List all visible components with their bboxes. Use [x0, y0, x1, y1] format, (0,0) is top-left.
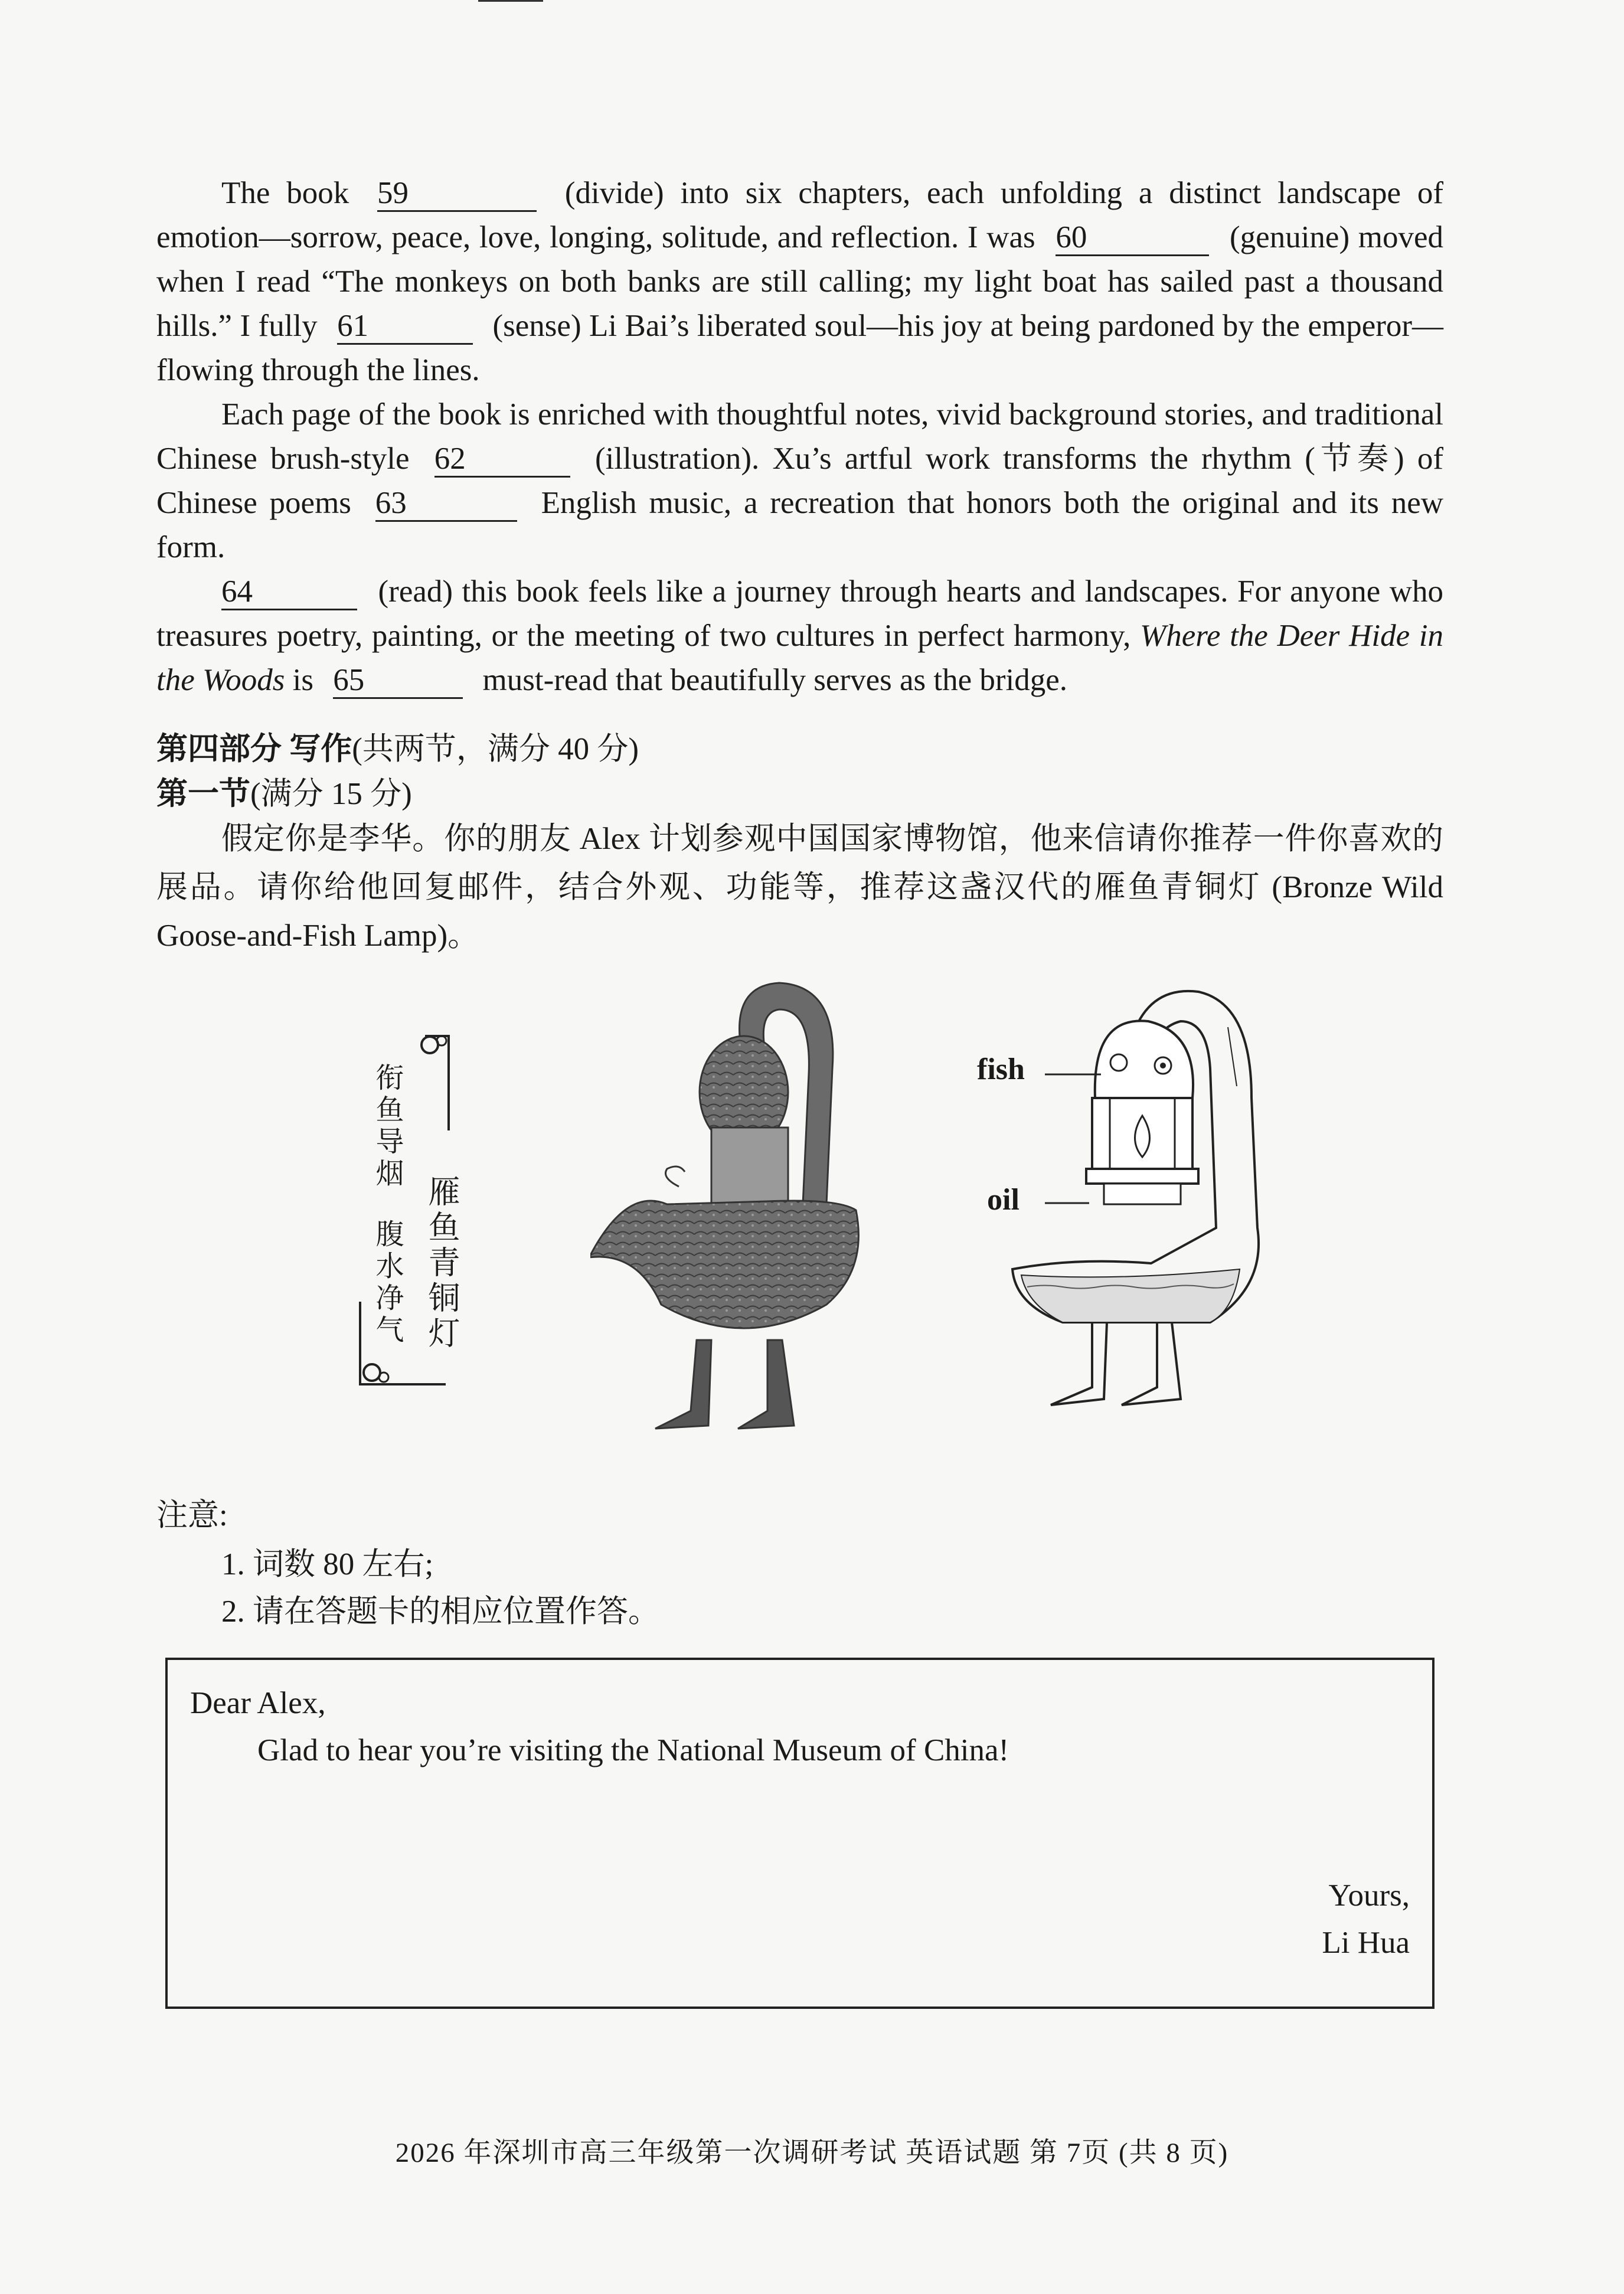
bronze-lamp-image — [590, 974, 897, 1446]
part4-title: 第四部分 写作 — [156, 732, 352, 766]
blank-63[interactable]: 63 — [375, 486, 517, 522]
caption-smoke: 衔鱼导烟 — [371, 1063, 403, 1190]
writing-prompt: 假定你是李华。你的朋友 Alex 计划参观中国国家博物馆，他来信请你推荐一件你喜欢的展品。请你给他回复邮件，结合外观、功能等，推荐这盏汉代的雁鱼青铜灯 (Bronze Wild Goose-and-Fish Lamp)。 — [156, 822, 1443, 953]
blank-61[interactable]: 61 — [337, 309, 473, 345]
letter-opening: Glad to hear you’re visiting the National Museum of China! — [257, 1733, 1009, 1767]
section1-heading — [156, 772, 412, 816]
text-segment: (genuine) moved when I read “The monkeys on both banks are still calling; my light boat has sailed past a thousand hills.” I fully — [156, 220, 1444, 343]
part4-heading — [156, 727, 639, 772]
blank-62[interactable]: 62 — [434, 442, 570, 478]
text-segment: (illustration). Xu’s artful work transforms the rhythm (节奏) of Chinese poems — [156, 442, 1443, 520]
part4-score: (共两节，满分 40 分) — [352, 732, 639, 766]
blank-65[interactable]: 65 — [333, 663, 463, 699]
text-segment: (sense) Li Bai’s liberated soul—his joy at being pardoned by the emperor—flowing through the lines. — [156, 309, 1444, 387]
letter-answer-box[interactable] — [165, 1658, 1435, 2009]
letter-signature: Li Hua — [1322, 1926, 1410, 1960]
text-segment: (divide) into six chapters, each unfolding a distinct landscape of emotion—sorrow, peace, love, longing, solitude, and reflection. I was — [156, 176, 1443, 254]
letter-closing: Yours, — [1328, 1878, 1410, 1913]
text-segment: (read) this book feels like a journey through hearts and landscapes. For anyone who treasures poetry, painting, or the meeting of two cultures in perfect harmony, — [156, 574, 1444, 653]
notes-heading: 注意: — [156, 1498, 228, 1532]
section1-score: (满分 15 分) — [250, 777, 412, 811]
blank-60[interactable]: 60 — [1056, 220, 1209, 256]
diagram-label-oil: oil — [987, 1183, 1020, 1217]
paragraph-1 — [156, 171, 1443, 393]
blank-59[interactable]: 59 — [377, 176, 537, 212]
top-rule — [478, 0, 543, 2]
note-word-count: 1. 词数 80 左右; — [221, 1547, 434, 1581]
lamp-vertical-title: 雁鱼青铜灯 — [424, 1175, 459, 1352]
text-segment: The book — [221, 176, 349, 210]
blank-64[interactable]: 64 — [221, 574, 357, 610]
paragraph-2 — [156, 393, 1443, 570]
text-segment: must-read that beautifully serves as the bridge. — [482, 663, 1068, 697]
section1-title: 第一节 — [156, 777, 250, 811]
diagram-label-fish: fish — [977, 1053, 1025, 1086]
text-segment: is — [292, 663, 314, 697]
lamp-diagram — [1004, 980, 1287, 1452]
note-answer-location: 2. 请在答题卡的相应位置作答。 — [221, 1594, 659, 1629]
letter-greeting: Dear Alex, — [190, 1686, 326, 1720]
caption-water: 腹水净气 — [371, 1219, 403, 1347]
text-segment: English music, a recreation that honors both the original and its new form. — [156, 486, 1444, 564]
page-footer: 2026 年深圳市高三年级第一次调研考试 英语试题 第 7页 (共 8 页) — [395, 2138, 1229, 2168]
text-segment: Each page of the book is enriched with thoughtful notes, vivid background stories, and traditional Chinese brush-style — [156, 397, 1443, 476]
book-title: Where the Deer Hide in the Woods — [156, 619, 1444, 697]
paragraph-3 — [156, 570, 1443, 702]
